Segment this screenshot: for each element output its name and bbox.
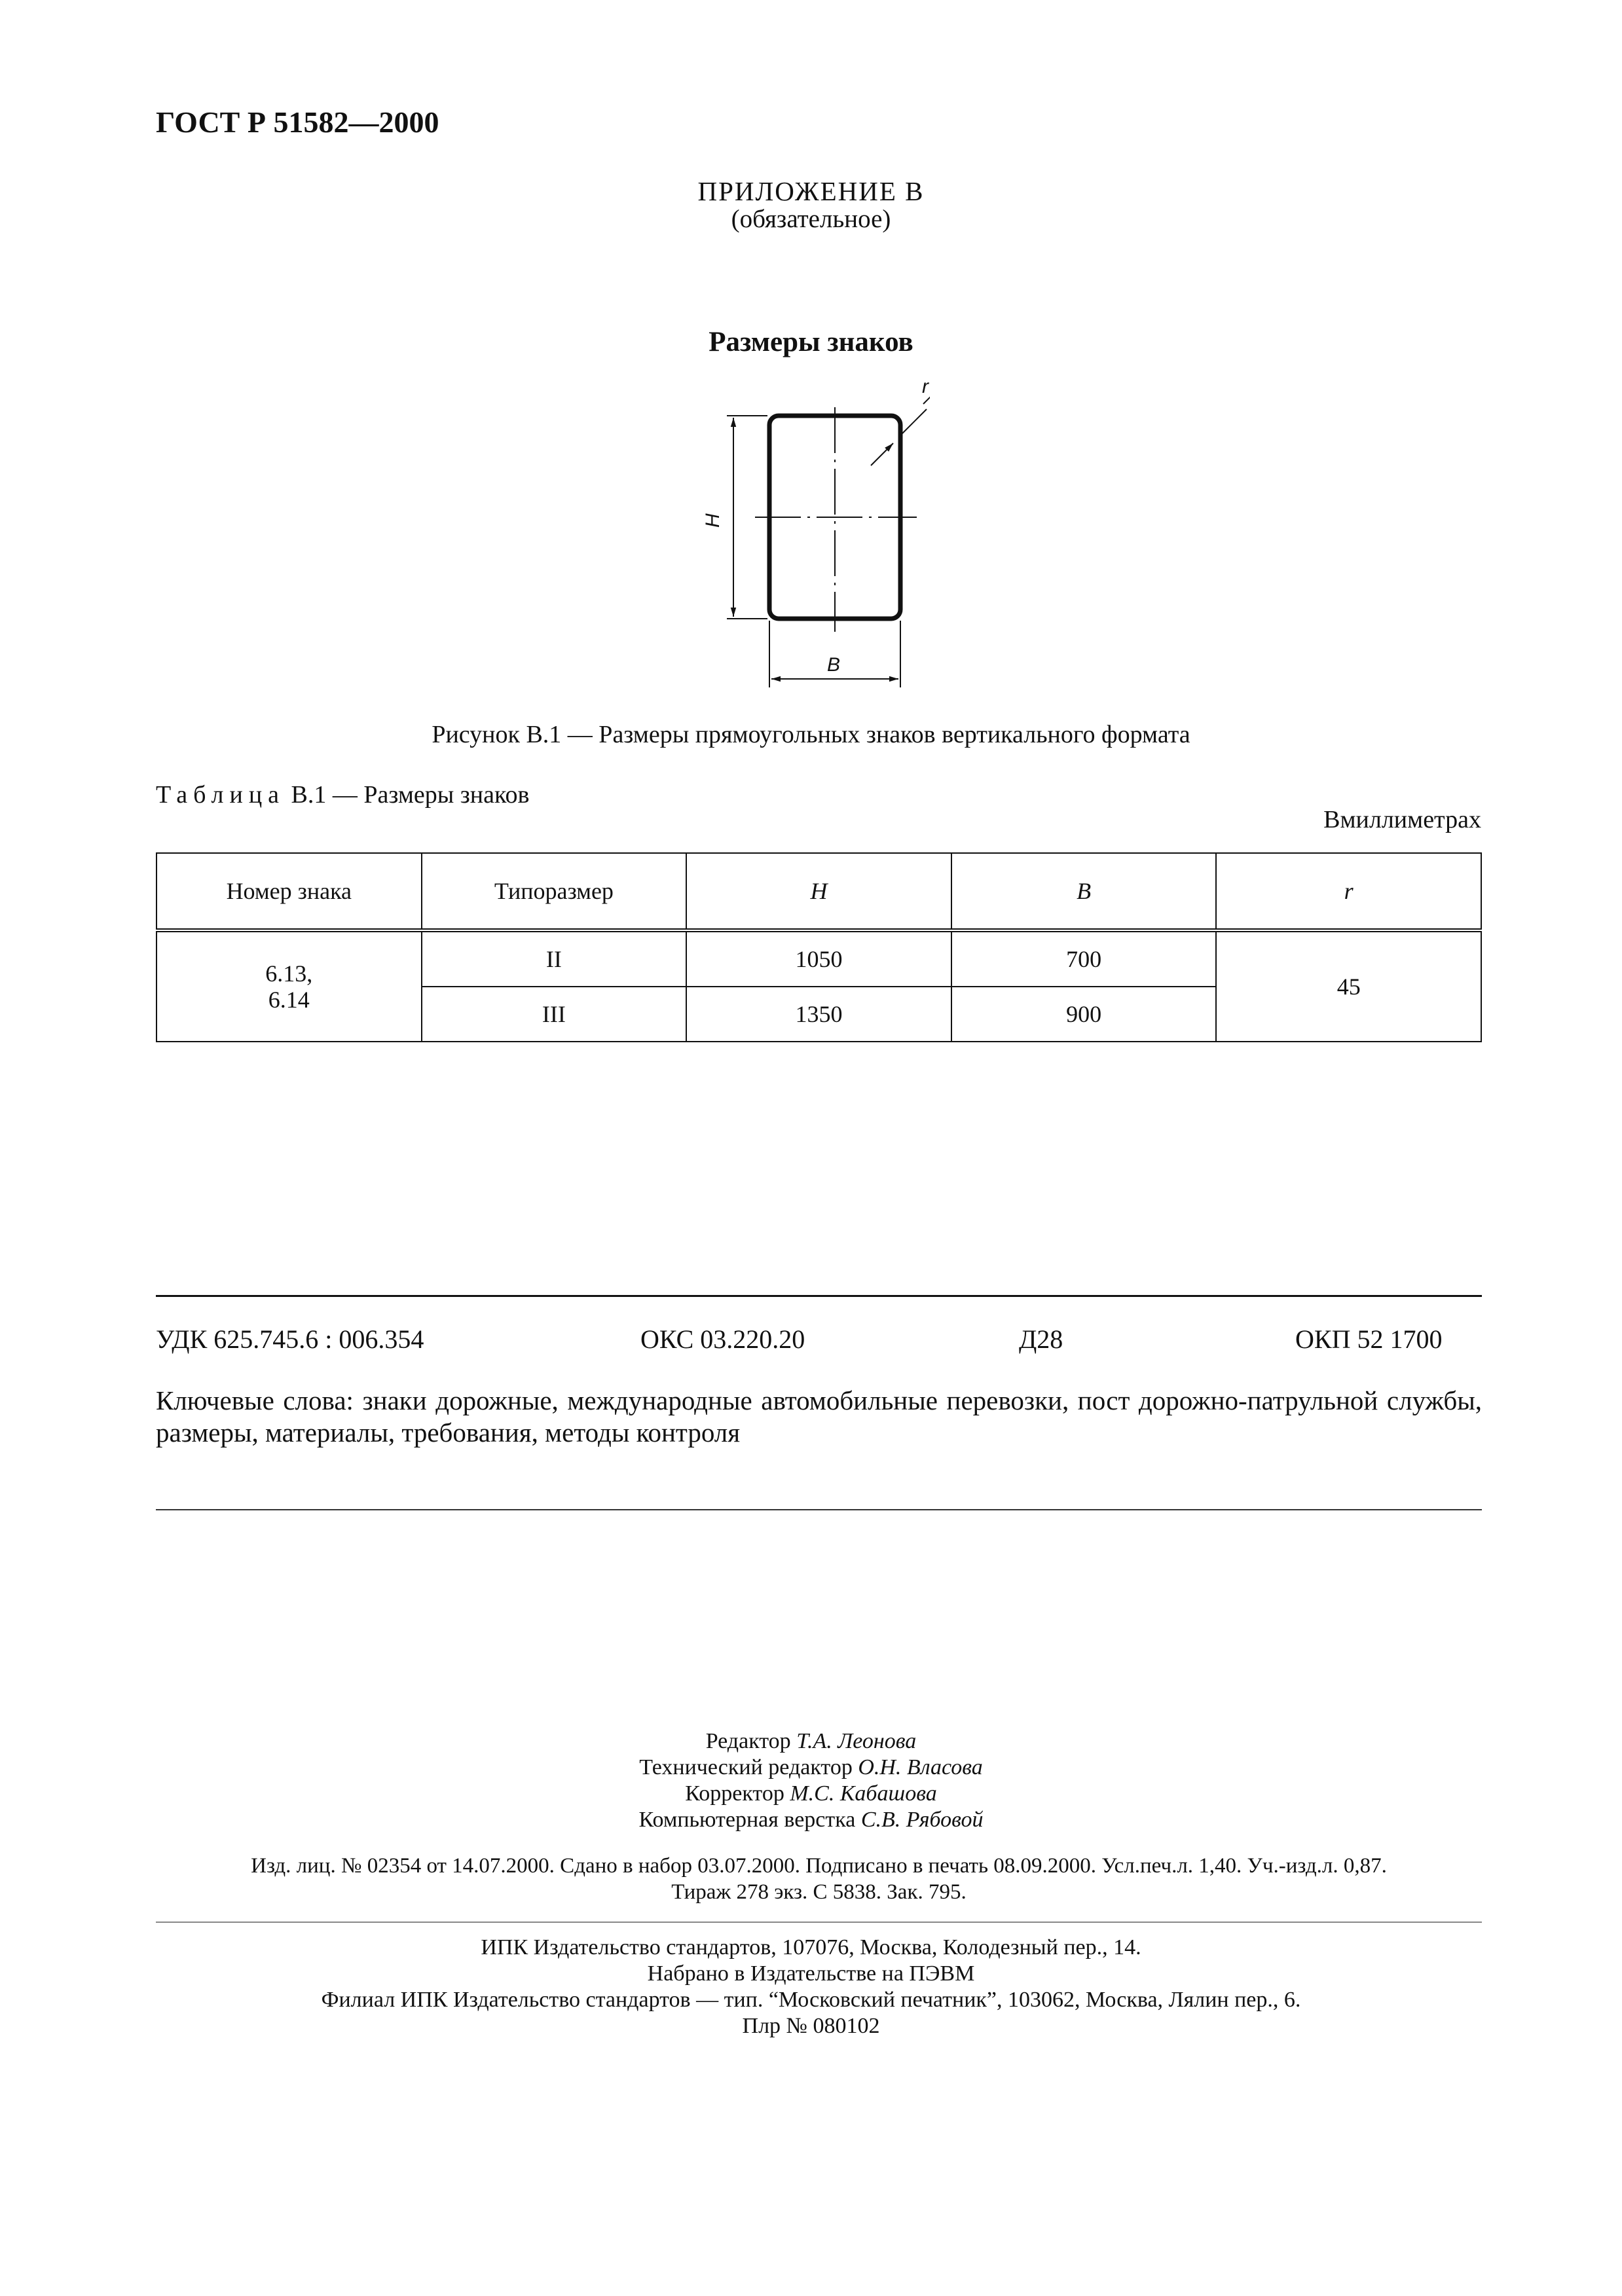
- divider-bottom: [156, 1509, 1482, 1510]
- oks-code: ОКС 03.220.20: [640, 1324, 805, 1354]
- publication-info: [156, 1853, 1482, 1905]
- header-r: r: [1216, 853, 1481, 930]
- printer-line: Плр № 080102: [742, 2014, 880, 2038]
- keywords: Ключевые слова: знаки дорожные, международные автомобильные перевозки, пост дорожно-патрульной службы, размеры, материалы, требования, методы контроля: [156, 1385, 1482, 1448]
- table-caption-text: В.1 — Размеры знаков: [285, 781, 530, 809]
- d-code: Д28: [1019, 1324, 1063, 1354]
- publication-line: Изд. лиц. № 02354 от 14.07.2000. Сдано в набор 03.07.2000. Подписано в печать 08.09.2000. Усл.печ.л. 1,40. Уч.-изд.л. 0,87.: [251, 1854, 1387, 1878]
- cell-r: 45: [1216, 930, 1481, 1042]
- appendix-status: (обязательное): [731, 205, 891, 233]
- cell-sign-numbers: 6.13, 6.14: [157, 930, 422, 1042]
- table-header-row: [157, 853, 1481, 930]
- cell-size: II: [422, 930, 687, 987]
- credit-tech-editor: Технический редактор О.Н. Власова: [639, 1755, 983, 1779]
- figure-caption: Рисунок В.1 — Размеры прямоугольных знаков вертикального формата: [432, 721, 1190, 748]
- printer-line: Набрано в Издательстве на ПЭВМ: [647, 1961, 975, 1986]
- r-leader-line: [900, 409, 927, 435]
- credit-layout: Компьютерная верстка С.В. Рябовой: [638, 1808, 984, 1832]
- divider-top: [156, 1295, 1482, 1297]
- table-caption: [156, 780, 529, 809]
- cell-h: 1350: [686, 987, 951, 1042]
- document-code: ГОСТ Р 51582—2000: [156, 105, 439, 139]
- credit-proofreader: Корректор М.С. Кабашова: [685, 1781, 937, 1806]
- printer-line: ИПК Издательство стандартов, 107076, Москва, Колодезный пер., 14.: [481, 1935, 1141, 1959]
- credit-editor: Редактор Т.А. Леонова: [705, 1729, 917, 1753]
- sign-dimensions-figure: [694, 380, 930, 694]
- printer-info: [0, 1935, 1622, 2039]
- publication-line: Тираж 278 экз. С 5838. Зак. 795.: [671, 1880, 967, 1904]
- r-label: r: [922, 380, 929, 397]
- credits: [0, 1728, 1622, 1833]
- divider-imprint: [156, 1922, 1482, 1923]
- cell-size: III: [422, 987, 687, 1042]
- cell-b: 700: [951, 930, 1217, 987]
- appendix-title: ПРИЛОЖЕНИЕ В: [697, 176, 925, 206]
- header-size: Типоразмер: [422, 853, 687, 930]
- section-title: Размеры знаков: [709, 327, 913, 357]
- header-b: B: [951, 853, 1217, 930]
- header-h: H: [686, 853, 951, 930]
- printer-line: Филиал ИПК Издательство стандартов — тип. “Московский печатник”, 103062, Москва, Лялин пер., 6.: [321, 1988, 1301, 2012]
- cell-h: 1050: [686, 930, 951, 987]
- table-caption-word: Таблица: [156, 781, 286, 809]
- h-label: H: [702, 513, 724, 528]
- okp-code: ОКП 52 1700: [1295, 1324, 1443, 1354]
- table-row: [157, 930, 1481, 987]
- udk-code: УДК 625.745.6 : 006.354: [156, 1324, 424, 1354]
- b-label: B: [827, 654, 841, 676]
- cell-b: 900: [951, 987, 1217, 1042]
- header-sign-number: Номер знака: [157, 853, 422, 930]
- units-note: Вмиллиметрах: [1323, 806, 1481, 833]
- sign-dimensions-table: [156, 852, 1482, 1042]
